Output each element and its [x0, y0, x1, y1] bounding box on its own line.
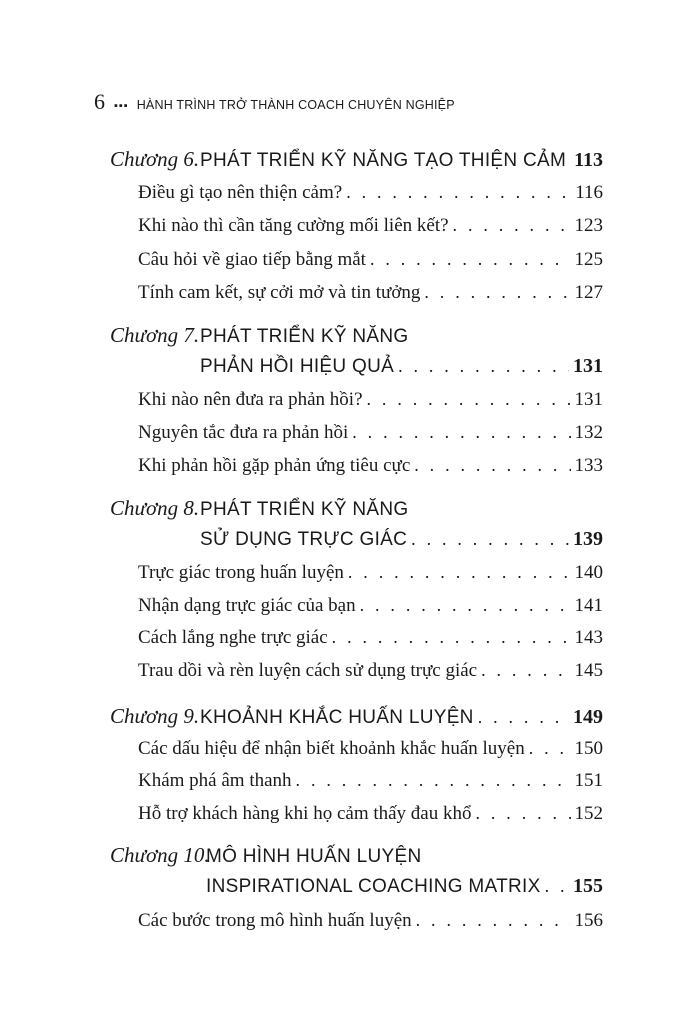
dot-leader — [414, 455, 570, 476]
section-title: Khi nào nên đưa ra phản hồi? — [138, 389, 363, 410]
chapter-title: PHÁT TRIỂN KỸ NĂNG — [200, 326, 409, 347]
dot-leader — [545, 876, 569, 897]
chapter-label: Chương 7. — [110, 323, 200, 347]
chapter-7-heading[interactable] — [110, 323, 603, 351]
chapter-8-heading[interactable] — [110, 496, 603, 524]
chapter-page-number: 113 — [574, 149, 603, 171]
section-page-number: 125 — [574, 249, 603, 270]
toc-entry[interactable] — [138, 215, 603, 241]
dot-leader — [346, 182, 571, 203]
section-title: Các bước trong mô hình huấn luyện — [138, 910, 412, 931]
dot-leader — [424, 282, 570, 303]
chapter-9-heading[interactable] — [110, 704, 603, 732]
chapter-label: Chương 8. — [110, 496, 200, 520]
chapter-title: MÔ HÌNH HUẤN LUYỆN — [206, 846, 422, 867]
toc-entry[interactable] — [138, 389, 603, 415]
toc-entry[interactable] — [138, 455, 603, 481]
chapter-title: PHẢN HỒI HIỆU QUẢ — [200, 356, 395, 377]
section-title: Trực giác trong huấn luyện — [138, 562, 344, 583]
toc-entry[interactable] — [138, 422, 603, 448]
section-title: Điều gì tạo nên thiện cảm? — [138, 182, 343, 203]
chapter-label: Chương 10. — [110, 843, 210, 867]
dot-leader — [367, 389, 571, 410]
section-page-number: 131 — [574, 389, 603, 410]
toc-entry[interactable] — [138, 770, 603, 796]
dot-leader — [398, 356, 569, 377]
chapter-page-number: 131 — [573, 355, 603, 377]
section-page-number: 133 — [574, 455, 603, 476]
dot-leader — [296, 770, 571, 791]
section-page-number: 141 — [574, 595, 603, 616]
toc-entry[interactable] — [138, 562, 603, 588]
dot-leader — [529, 738, 571, 759]
section-page-number: 123 — [574, 215, 603, 236]
chapter-title: SỬ DỤNG TRỰC GIÁC — [200, 529, 408, 550]
dot-leader — [348, 562, 571, 583]
section-page-number: 152 — [574, 803, 603, 824]
toc-entry[interactable] — [138, 627, 603, 653]
toc-entry[interactable] — [138, 738, 603, 764]
section-page-number: 116 — [575, 182, 603, 203]
dot-leader — [476, 803, 571, 824]
section-title: Các dấu hiệu để nhận biết khoảnh khắc huấn luyện — [138, 738, 525, 759]
section-page-number: 127 — [574, 282, 603, 303]
section-page-number: 156 — [574, 910, 603, 931]
section-title: Cách lắng nghe trực giác — [138, 627, 328, 648]
section-title: Hỗ trợ khách hàng khi họ cảm thấy đau khổ — [138, 803, 472, 824]
dot-leader — [332, 627, 571, 648]
chapter-title: INSPIRATIONAL COACHING MATRIX — [206, 876, 541, 897]
toc-entry[interactable] — [138, 803, 603, 829]
dot-leader — [478, 707, 569, 728]
chapter-label: Chương 6. — [110, 147, 200, 171]
chapter-page-number: 139 — [573, 528, 603, 550]
section-page-number: 140 — [574, 562, 603, 583]
section-title: Nguyên tắc đưa ra phản hồi — [138, 422, 349, 443]
chapter-6-heading[interactable] — [110, 147, 603, 175]
chapter-10-heading[interactable] — [110, 843, 603, 871]
toc-entry[interactable] — [138, 595, 603, 621]
section-page-number: 145 — [574, 660, 603, 681]
chapter-page-number: 149 — [573, 706, 603, 728]
toc-entry[interactable] — [138, 910, 603, 936]
dot-leader — [416, 910, 571, 931]
section-title: Tính cam kết, sự cởi mở và tin tưởng — [138, 282, 421, 303]
dot-leader — [360, 595, 571, 616]
toc-entry[interactable] — [138, 282, 603, 308]
page-number: 6 — [94, 89, 105, 114]
chapter-page-number: 155 — [573, 875, 603, 897]
section-title: Nhận dạng trực giác của bạn — [138, 595, 356, 616]
section-page-number: 143 — [574, 627, 603, 648]
toc-entry[interactable] — [138, 660, 603, 686]
chapter-label: Chương 9. — [110, 704, 200, 728]
dot-leader — [370, 249, 571, 270]
chapter-7-heading-continued[interactable] — [110, 355, 603, 383]
section-page-number: 151 — [574, 770, 603, 791]
section-page-number: 132 — [574, 422, 603, 443]
toc-entry[interactable] — [138, 182, 603, 208]
chapter-title: PHÁT TRIỂN KỸ NĂNG — [200, 499, 409, 520]
section-title: Trau dồi và rèn luyện cách sử dụng trực giác — [138, 660, 478, 681]
dot-leader — [453, 215, 571, 236]
chapter-10-heading-continued[interactable] — [110, 875, 603, 903]
running-header — [94, 89, 455, 115]
dot-leader — [411, 529, 569, 550]
section-title: Khi phản hồi gặp phản ứng tiêu cực — [138, 455, 411, 476]
dot-leader — [352, 422, 570, 443]
toc-entry[interactable] — [138, 249, 603, 275]
ornament-icon: ▪▪▪ — [114, 100, 129, 112]
section-title: Khám phá âm thanh — [138, 770, 292, 791]
chapter-title: PHÁT TRIỂN KỸ NĂNG TẠO THIỆN CẢM — [200, 150, 567, 171]
section-title: Câu hỏi về giao tiếp bằng mắt — [138, 249, 366, 270]
book-title: HÀNH TRÌNH TRỞ THÀNH COACH CHUYÊN NGHIỆP — [136, 98, 455, 112]
section-title: Khi nào thì cần tăng cường mối liên kết? — [138, 215, 449, 236]
chapter-title: KHOẢNH KHẮC HUẤN LUYỆN — [200, 707, 474, 728]
section-page-number: 150 — [574, 738, 603, 759]
dot-leader — [481, 660, 570, 681]
chapter-8-heading-continued[interactable] — [110, 528, 603, 556]
